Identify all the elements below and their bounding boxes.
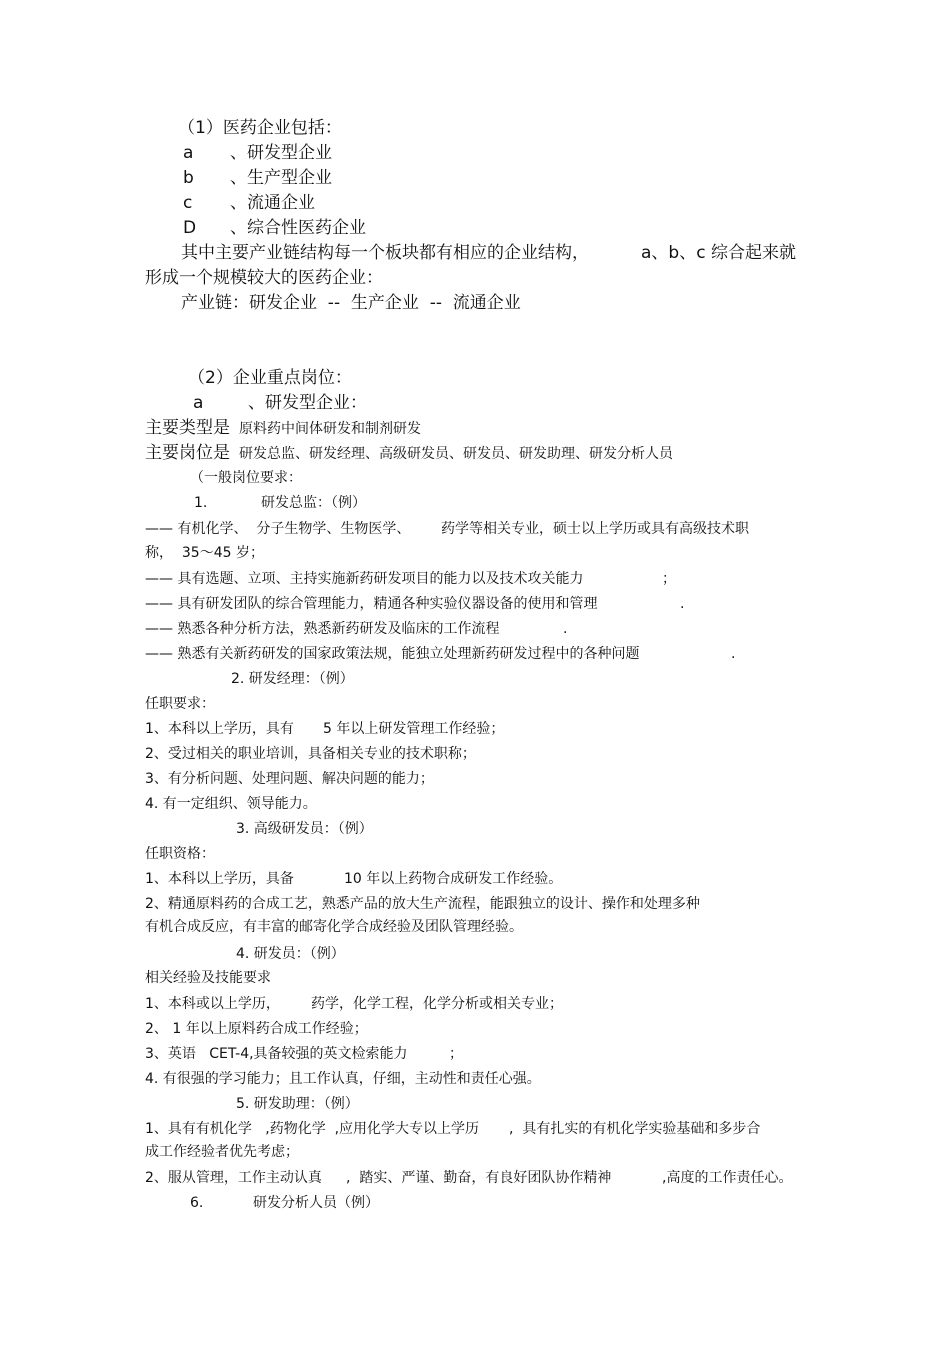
requirement-line: 2、 1 年以上原料药合成工作经验； <box>145 1021 368 1037</box>
requirement-line: —— 熟悉各种分析方法，熟悉新药研发及临床的工作流程 <box>145 621 500 637</box>
position-title: 研发总监：（例） <box>261 495 366 511</box>
requirement-line: , 踏实、严谨、勤奋，有良好团队协作精神 <box>346 1170 612 1186</box>
requirement-line: . <box>731 646 736 662</box>
list-item-text: 、生产型企业 <box>230 168 332 188</box>
position-number: 1. <box>194 495 208 511</box>
section1-heading: （1）医药企业包括： <box>178 118 342 138</box>
list-item-letter: c <box>183 193 193 213</box>
list-item-letter: D <box>183 218 197 238</box>
requirement-line: —— 熟悉有关新药研发的国家政策法规，能独立处理新药研发过程中的各种问题 <box>145 646 640 662</box>
sub-heading: 、研发型企业： <box>248 393 367 413</box>
requirement-line: 有机合成反应，有丰富的邮寄化学合成经验及团队管理经验。 <box>145 919 523 935</box>
position-title: 5. 研发助理：（例） <box>236 1096 359 1112</box>
position-title: 2. 研发经理：（例） <box>231 671 354 687</box>
requirement-line: 10 年以上药物合成研发工作经验。 <box>344 871 563 887</box>
paragraph-text: 形成一个规模较大的医药企业： <box>145 268 383 288</box>
position-title: 研发分析人员（例） <box>253 1195 379 1211</box>
requirement-line: 4. 有一定组织、领导能力。 <box>145 796 317 812</box>
requirement-line: 药学等相关专业，硕士以上学历或具有高级技术职 <box>441 521 749 537</box>
requirement-line: , 具有扎实的有机化学实验基础和多步合 <box>509 1121 761 1137</box>
requirement-line: 药学，化学工程，化学分析或相关专业； <box>311 996 563 1012</box>
requirement-line: 2、精通原料药的合成工艺，熟悉产品的放大生产流程，能跟独立的设计、操作和处理多种 <box>145 896 700 912</box>
sub-letter: a <box>193 393 204 413</box>
general-requirements: （一般岗位要求： <box>190 470 302 486</box>
types-value: 原料药中间体研发和制剂研发 <box>239 421 421 437</box>
requirement-label: 任职要求： <box>145 696 215 712</box>
list-item-letter: a <box>183 143 194 163</box>
types-label: 主要类型是 <box>145 418 230 438</box>
paragraph-text: 其中主要产业链结构每一个板块都有相应的企业结构， <box>181 243 589 263</box>
requirement-line: ； <box>662 571 676 587</box>
requirement-line: —— 具有选题、立项、主持实施新药研发项目的能力以及技术攻关能力 <box>145 571 584 587</box>
requirement-line: 3、英语 CET-4,具备较强的英文检索能力 <box>145 1046 408 1062</box>
requirement-line: —— 具有研发团队的综合管理能力，精通各种实验仪器设备的使用和管理 <box>145 596 598 612</box>
requirement-line: 成工作经验者优先考虑； <box>145 1144 299 1160</box>
list-item-text: 、研发型企业 <box>230 143 332 163</box>
list-item-letter: b <box>183 168 194 188</box>
position-number: 6. <box>190 1195 204 1211</box>
requirement-line: 称， 35～45 岁； <box>145 545 264 561</box>
requirement-line: 3、有分析问题、处理问题、解决问题的能力； <box>145 771 434 787</box>
requirement-line: ； <box>449 1046 463 1062</box>
requirement-label: 相关经验及技能要求 <box>145 970 271 986</box>
posts-label: 主要岗位是 <box>145 443 230 463</box>
requirement-line: 4. 有很强的学习能力；且工作认真，仔细，主动性和责任心强。 <box>145 1071 541 1087</box>
industry-chain-text: 产业链：研发企业 -- 生产企业 -- 流通企业 <box>181 293 521 313</box>
requirement-line: ,高度的工作责任心。 <box>662 1170 793 1186</box>
requirement-line: 1、具有有机化学 ,药物化学 ,应用化学大专以上学历 <box>145 1121 480 1137</box>
requirement-line: —— 有机化学、 分子生物学、生物医学、 <box>145 521 411 537</box>
requirement-line: 1、本科以上学历，具有 <box>145 721 294 737</box>
position-title: 3. 高级研发员：（例） <box>236 821 373 837</box>
requirement-line: 1、本科以上学历，具备 <box>145 871 294 887</box>
section2-heading: （2）企业重点岗位： <box>188 368 352 388</box>
requirement-label: 任职资格： <box>145 846 215 862</box>
requirement-line: . <box>563 621 568 637</box>
requirement-line: 1、本科或以上学历， <box>145 996 280 1012</box>
requirement-line: . <box>680 596 685 612</box>
list-item-text: 、流通企业 <box>230 193 315 213</box>
list-item-text: 、综合性医药企业 <box>230 218 366 238</box>
requirement-line: 2、服从管理，工作主动认真 <box>145 1170 322 1186</box>
position-title: 4. 研发员：（例） <box>236 946 345 962</box>
requirement-line: 5 年以上研发管理工作经验； <box>323 721 505 737</box>
posts-value: 研发总监、研发经理、高级研发员、研发员、研发助理、研发分析人员 <box>239 446 673 462</box>
requirement-line: 2、受过相关的职业培训，具备相关专业的技术职称； <box>145 746 476 762</box>
paragraph-text: a、b、c 综合起来就 <box>641 243 796 263</box>
